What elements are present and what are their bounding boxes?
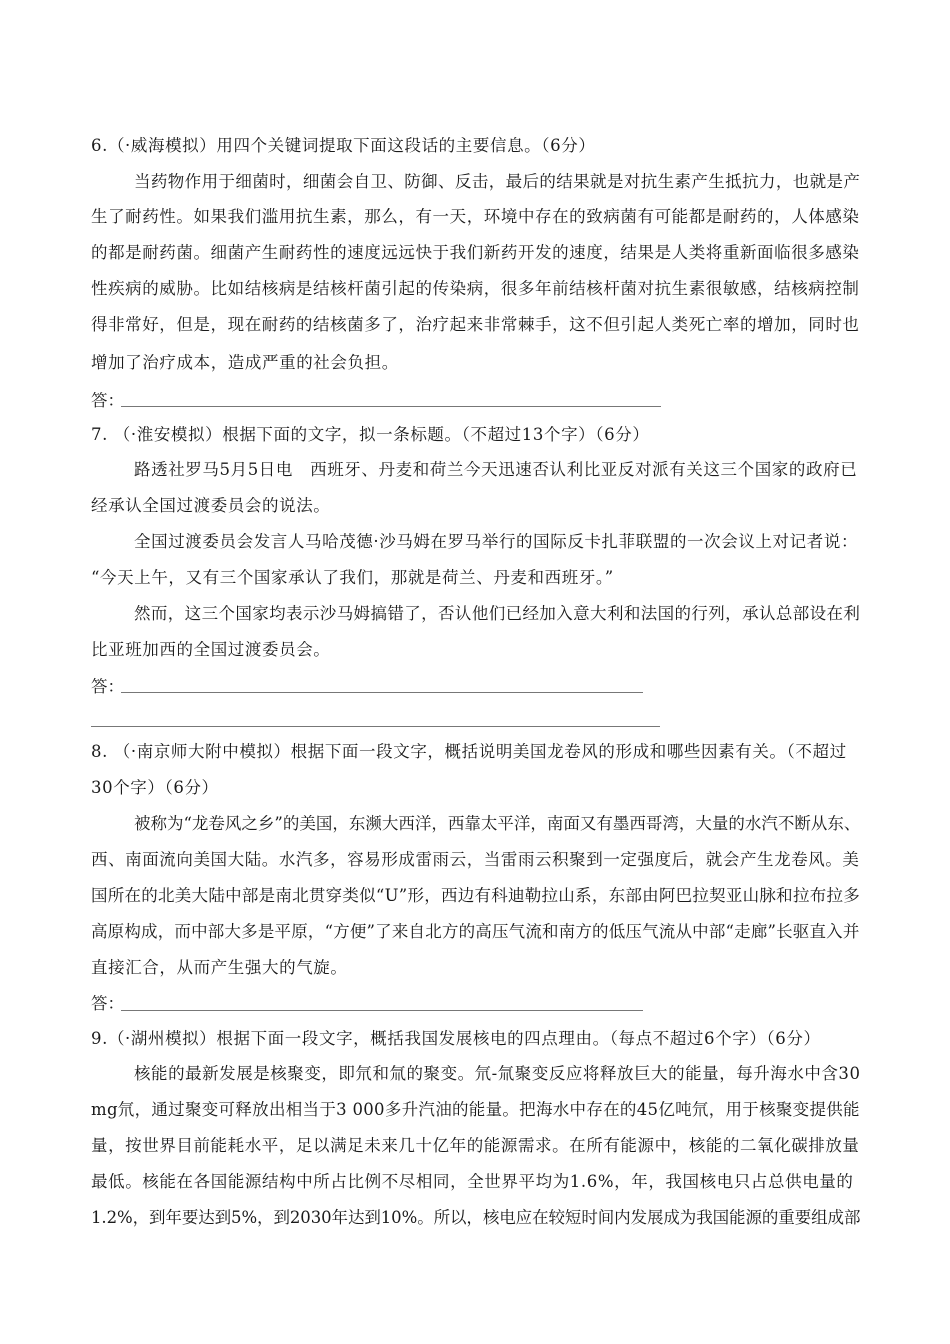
question-7-paragraph-line: 经承认全国过渡委员会的说法。 [91,496,331,515]
question-8-answer-label: 答： [91,994,124,1013]
question-6-answer-line[interactable] [121,406,661,407]
question-9-header: 9.（·湖州模拟）根据下面一段文字，概括我国发展核电的四点理由。（每点不超过6个字）（6分） [91,1029,821,1048]
question-7-paragraph-line: 全国过渡委员会发言人马哈茂德·沙马姆在罗马举行的国际反卡扎菲联盟的一次会议上对记者说： [134,532,859,551]
question-8-answer-line[interactable] [121,1010,643,1011]
question-6-header: 6.（·威海模拟）用四个关键词提取下面这段话的主要信息。（6分） [91,136,596,155]
question-7-answer-line-2[interactable] [91,726,660,727]
question-8-header: 8. （·南京师大附中模拟）根据下面一段文字，概括说明美国龙卷风的形成和哪些因素有关。（不超过 [91,742,847,761]
question-9-paragraph-line: mg氘，通过聚变可释放出相当于3 000多升汽油的能量。把海水中存在的45亿吨氘，用于核聚变提供能 [91,1100,860,1119]
question-6-paragraph-line: 的都是耐药菌。细菌产生耐药性的速度远远快于我们新药开发的速度，结果是人类将重新面临很多感染 [91,243,860,262]
question-8-paragraph-line: 高原构成，而中部大多是平原，“方便”了来自北方的高压气流和南方的低压气流从中部“走廊”长驱直入并 [91,922,860,941]
question-6-paragraph-line: 性疾病的威胁。比如结核病是结核杆菌引起的传染病，很多年前结核杆菌对抗生素很敏感，结核病控制 [91,279,860,298]
question-9-paragraph-line: 最低。核能在各国能源结构中所占比例不尽相同，全世界平均为1.6%，年，我国核电只占总供电量的 [91,1172,854,1191]
question-6-answer-label: 答： [91,391,124,410]
question-8-paragraph-line: 西、南面流向美国大陆。水汽多，容易形成雷雨云，当雷雨云积聚到一定强度后，就会产生龙卷风。美 [91,850,860,869]
question-9-paragraph-line: 量，按世界目前能耗水平，足以满足未来几十亿年的能源需求。在所有能源中，核能的二氧化碳排放量 [91,1136,860,1155]
question-8-paragraph-line: 直接汇合，从而产生强大的气旋。 [91,958,348,977]
question-6-paragraph-line: 得非常好，但是，现在耐药的结核菌多了，治疗起来非常棘手，这不但引起人类死亡率的增加，同时也 [91,315,860,334]
question-7-paragraph-line: 然而，这三个国家均表示沙马姆搞错了，否认他们已经加入意大利和法国的行列，承认总部设在利 [134,604,861,623]
question-7-paragraph-line: 比亚班加西的全国过渡委员会。 [91,640,331,659]
question-7-answer-line[interactable] [121,692,643,693]
question-6-paragraph-line: 生了耐药性。如果我们滥用抗生素，那么，有一天，环境中存在的致病菌有可能都是耐药的，人体感染 [91,207,860,226]
question-9-paragraph-line: 核能的最新发展是核聚变，即氘和氚的聚变。氘-氚聚变反应将释放巨大的能量，每升海水中含30 [134,1064,861,1083]
question-7-answer-label: 答： [91,677,124,696]
question-6-paragraph-line: 增加了治疗成本，造成严重的社会负担。 [91,353,399,372]
question-8-header-cont: 30个字）（6分） [91,778,219,797]
question-8-paragraph-line: 被称为“龙卷风之乡”的美国，东濒大西洋，西靠太平洋，南面又有墨西哥湾，大量的水汽不断从东、 [134,814,861,833]
question-8-paragraph-line: 国所在的北美大陆中部是南北贯穿类似“U”形，西边有科迪勒拉山系，东部由阿巴拉契亚山脉和拉布拉多 [91,886,860,905]
question-7-header: 7. （·淮安模拟）根据下面的文字，拟一条标题。（不超过13个字）（6分） [91,425,650,444]
question-6-paragraph-line: 当药物作用于细菌时，细菌会自卫、防御、反击，最后的结果就是对抗生素产生抵抗力，也就是产 [134,172,861,191]
question-9-paragraph-line: 1.2%，到年要达到5%，到2030年达到10%。所以，核电应在较短时间内发展成为我国能源的重要组成部 [91,1208,861,1227]
question-7-paragraph-line: “今天上午，又有三个国家承认了我们，那就是荷兰、丹麦和西班牙。” [91,568,614,587]
question-7-paragraph-line: 路透社罗马5月5日电 西班牙、丹麦和荷兰今天迅速否认利比亚反对派有关这三个国家的政府已 [134,460,858,479]
